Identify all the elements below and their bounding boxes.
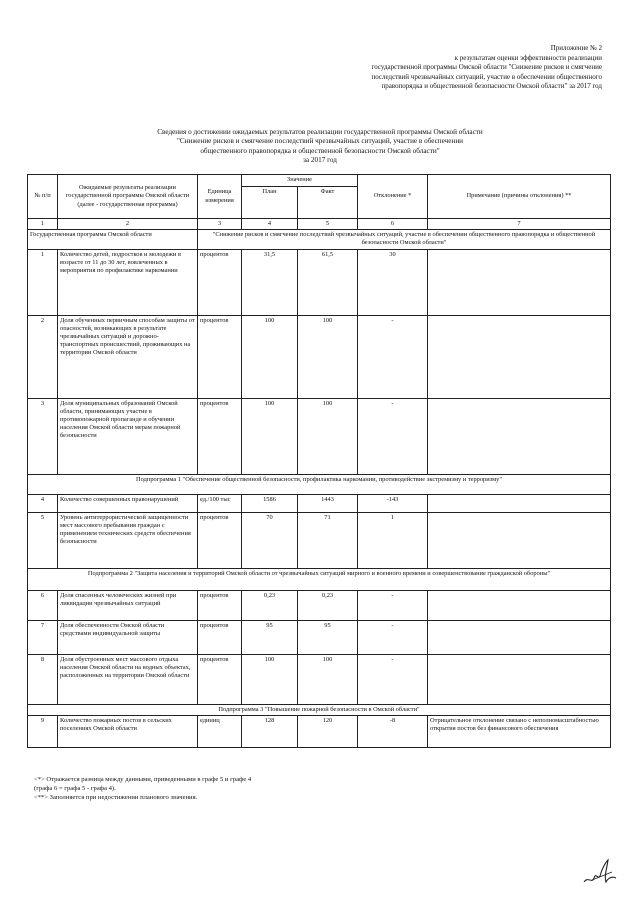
row-plan: 100 xyxy=(242,315,298,398)
row-note xyxy=(428,315,611,398)
row-plan: 100 xyxy=(242,398,298,474)
row-note xyxy=(428,398,611,474)
row-deviation: -143 xyxy=(358,494,428,512)
row-deviation: 1 xyxy=(358,512,428,568)
header-unit: Единица измерения xyxy=(198,175,242,219)
row-deviation: -8 xyxy=(358,715,428,747)
row-deviation: - xyxy=(358,398,428,474)
row-unit: ед./100 тыс xyxy=(198,494,242,512)
row-fact: 95 xyxy=(298,620,358,654)
subprogram-row xyxy=(28,474,611,494)
table-row xyxy=(28,715,611,747)
row-plan: 70 xyxy=(242,512,298,568)
subprogram-title: Подпрограмма 1 "Обеспечение общественной безопасности, профилактика наркомании, противодействие экстремизму и терроризму" xyxy=(28,474,611,494)
row-unit: процентов xyxy=(198,620,242,654)
col-number: 5 xyxy=(298,219,358,230)
row-fact: 1443 xyxy=(298,494,358,512)
header-num: № п/п xyxy=(28,175,58,219)
heading-line: "Снижение рисков и смягчение последствий чрезвычайных ситуаций, участие в обеспечении xyxy=(176,137,464,146)
document-heading xyxy=(60,128,580,166)
header-value: Значение xyxy=(242,175,358,187)
row-fact: 71 xyxy=(298,512,358,568)
table-row xyxy=(28,654,611,704)
row-unit: процентов xyxy=(198,590,242,620)
footnotes xyxy=(34,775,251,802)
column-numbers-row xyxy=(28,219,611,230)
row-unit: процентов xyxy=(198,512,242,568)
row-deviation: - xyxy=(358,620,428,654)
row-result: Уровень антитеррористической защищенности мест массового пребывания граждан с применением технических средств обеспечения безопасности xyxy=(58,512,198,568)
row-plan: 31,5 xyxy=(242,249,298,315)
row-num: 1 xyxy=(28,249,58,315)
table-row xyxy=(28,315,611,398)
row-deviation: - xyxy=(358,654,428,704)
subprogram-row xyxy=(28,704,611,715)
program-title: "Снижение рисков и смягчение последствий чрезвычайных ситуаций, участие в обеспечении общественного правопорядка и общественной безопасности Омской области" xyxy=(198,230,611,249)
row-note xyxy=(428,512,611,568)
row-fact: 120 xyxy=(298,715,358,747)
row-unit: процентов xyxy=(198,654,242,704)
appendix-title: Приложение № 2 xyxy=(550,44,602,52)
row-plan: 0,23 xyxy=(242,590,298,620)
row-result: Доля обустроенных мест массового отдыха населения Омской области на водных объектах, расположенных на территории Омской области xyxy=(58,654,198,704)
row-result: Количество совершенных правонарушений xyxy=(58,494,198,512)
row-note xyxy=(428,654,611,704)
row-fact: 100 xyxy=(298,315,358,398)
header-fact: Факт xyxy=(298,187,358,219)
table-row xyxy=(28,620,611,654)
row-result: Доля муниципальных образований Омской области, принимающих участие в противопожарной пропаганде и обучении населения Омской области мерам пожарной безопасности xyxy=(58,398,198,474)
row-note xyxy=(428,620,611,654)
row-num: 7 xyxy=(28,620,58,654)
row-unit: процентов xyxy=(198,249,242,315)
row-result: Доля обеспеченности Омской области средствами индивидуальной защиты xyxy=(58,620,198,654)
row-num: 5 xyxy=(28,512,58,568)
col-number: 1 xyxy=(28,219,58,230)
row-num: 4 xyxy=(28,494,58,512)
row-deviation: 30 xyxy=(358,249,428,315)
header-plan: План xyxy=(242,187,298,219)
row-num: 9 xyxy=(28,715,58,747)
appendix-line: к результатам оценки эффективности реализации xyxy=(454,53,602,62)
row-plan: 95 xyxy=(242,620,298,654)
results-table xyxy=(27,174,611,748)
row-note xyxy=(428,590,611,620)
col-number: 2 xyxy=(58,219,198,230)
row-plan: 100 xyxy=(242,654,298,704)
table-row xyxy=(28,398,611,474)
col-number: 6 xyxy=(358,219,428,230)
subprogram-row xyxy=(28,568,611,590)
row-note: Отрицательное отклонение связано с неполномасштабностью открытия постов без финансового обеспечения xyxy=(428,715,611,747)
row-unit: единиц xyxy=(198,715,242,747)
col-number: 7 xyxy=(428,219,611,230)
row-fact: 100 xyxy=(298,398,358,474)
row-num: 2 xyxy=(28,315,58,398)
table-row xyxy=(28,590,611,620)
row-unit: процентов xyxy=(198,398,242,474)
table-row xyxy=(28,249,611,315)
row-result: Доля обученных первичным способам защиты от опасностей, возникающих в результате чрезвычайных ситуаций и дорожно-транспортных происшествий, проживающих на территории Омской области xyxy=(58,315,198,398)
appendix-line: государственной программы Омской области "Снижение рисков и смягчение xyxy=(371,63,602,71)
row-unit: процентов xyxy=(198,315,242,398)
row-deviation: - xyxy=(358,315,428,398)
row-num: 6 xyxy=(28,590,58,620)
row-note xyxy=(428,494,611,512)
col-number: 4 xyxy=(242,219,298,230)
handwritten-signature xyxy=(582,858,618,888)
header-note: Примечание (причины отклонения) ** xyxy=(428,175,611,219)
row-result: Количество детей, подростков и молодежи в возрасте от 11 до 30 лет, вовлеченных в мероприятия по профилактике наркомании xyxy=(58,249,198,315)
footnote-line: <*> Отражается разница между данными, приведенными в графе 5 и графе 4 xyxy=(34,776,252,783)
heading-line: Сведения о достижении ожидаемых результатов реализации государственной программы Омской области xyxy=(157,128,483,136)
program-row xyxy=(28,230,611,249)
row-fact: 61,5 xyxy=(298,249,358,315)
row-num: 3 xyxy=(28,398,58,474)
row-result: Количество пожарных постов в сельских поселениях Омской области xyxy=(58,715,198,747)
program-label: Государственная программа Омской области xyxy=(28,230,198,249)
appendix-line: правопорядка и общественной безопасности Омской области" за 2017 год xyxy=(381,82,602,90)
header-result: Ожидаемые результаты реализации государственной программы Омской области (далее - государственная программа) xyxy=(58,175,198,219)
heading-year: за 2017 год xyxy=(303,156,337,165)
table-row xyxy=(28,512,611,568)
appendix-line: последствий чрезвычайных ситуаций, участие в обеспечении общественного xyxy=(371,72,602,81)
footnote-line: (графа 6 = графа 5 - графа 4). xyxy=(34,785,116,792)
heading-line: общественного правопорядка и общественной безопасности Омской области" xyxy=(200,146,440,155)
col-number: 3 xyxy=(198,219,242,230)
subprogram-title: Подпрограмма 2 "Защита населения и территорий Омской области от чрезвычайных ситуаций мирного и военного времени и совершенствование гражданской обороны" xyxy=(28,568,611,590)
row-result: Доля спасенных человеческих жизней при ликвидации чрезвычайных ситуаций xyxy=(58,590,198,620)
row-num: 8 xyxy=(28,654,58,704)
row-deviation: - xyxy=(358,590,428,620)
row-note xyxy=(428,249,611,315)
table-row xyxy=(28,494,611,512)
row-plan: 1586 xyxy=(242,494,298,512)
footnote-line: <**> Заполняется при недостижении планового значения. xyxy=(34,794,198,801)
header-deviation: Отклонение * xyxy=(358,175,428,219)
row-fact: 100 xyxy=(298,654,358,704)
appendix-block xyxy=(302,44,602,92)
subprogram-title: Подпрограмма 3 "Повышение пожарной безопасности в Омской области" xyxy=(28,704,611,715)
row-plan: 128 xyxy=(242,715,298,747)
row-fact: 0,23 xyxy=(298,590,358,620)
